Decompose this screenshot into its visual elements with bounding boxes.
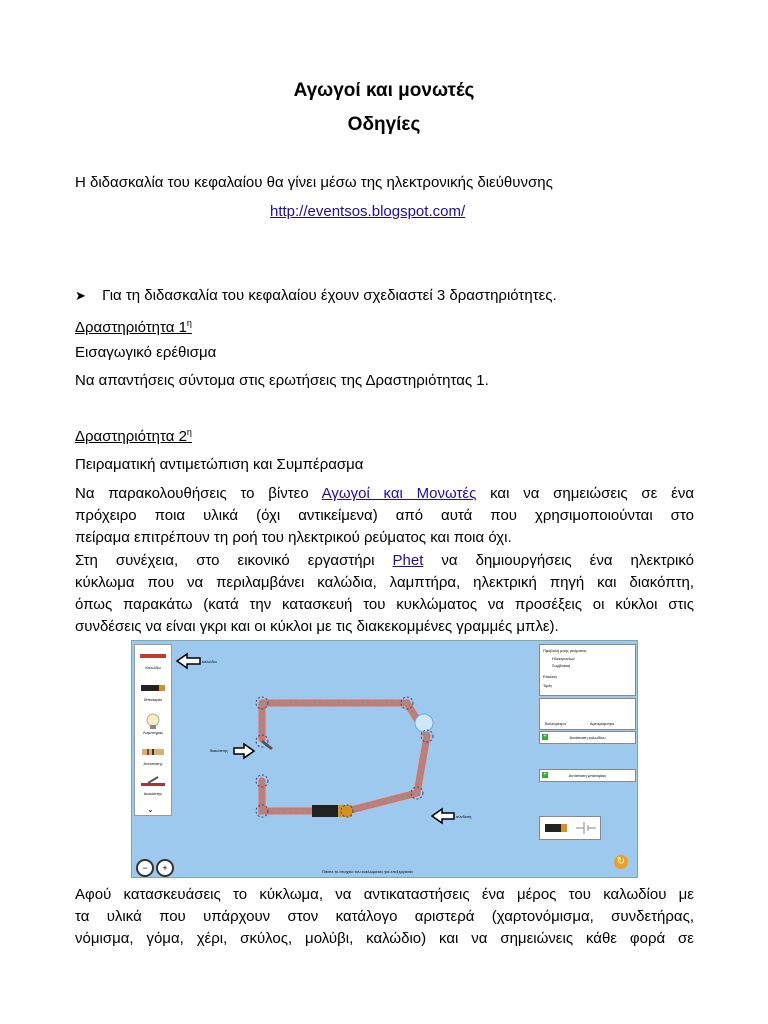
view-options-panel <box>539 644 636 696</box>
reset-icon[interactable]: ↻ <box>614 855 628 869</box>
sim-footer-hint: Πιέστε το στοιχείο του κυκλώματος για επεξεργασία <box>322 869 413 874</box>
activity2-paragraph-2 <box>75 550 694 638</box>
p2-line-1-a: Στη συνέχεια, στο εικονικό εργαστήρι <box>75 552 375 569</box>
p1-line-3: πείραμα επιτρέπουν τη ροή του ηλεκτρικού ρεύματος και ποια όχι. <box>75 529 512 546</box>
p3-line-2: τα υλικά που υπάρχουν στον κατάλογο αριστερά (χαρτονόμισμα, συνδετήρας, <box>75 908 694 925</box>
ammeter-tool[interactable]: Αμπερόμετρο <box>590 721 615 726</box>
battery-schematic-icon <box>540 817 600 839</box>
p2-line-1 <box>75 550 694 572</box>
option-conventional[interactable]: Συμβατική <box>552 663 571 668</box>
p2-line-3: όπως παρακάτω (κατά την κατασκευή του κυκλώματος να προσέξεις οι κύκλοι στις <box>75 596 694 613</box>
phet-link[interactable]: Phet <box>392 552 424 569</box>
option-show-current[interactable]: Προβολή ροής ρεύματος <box>543 648 587 653</box>
activity1-sup: η <box>186 318 192 328</box>
battery-cap <box>338 805 352 817</box>
palette-battery-label: Μπαταρία <box>144 697 162 702</box>
battery-resistance-label: Αντίσταση μπαταρίας <box>568 773 607 778</box>
p1-line-1 <box>75 483 694 505</box>
activity2-subheading: Πειραματική αντιμετώπιση και Συμπέρασμα <box>75 456 364 473</box>
p2-line-4: συνδέσεις να είναι γκρι και οι κύκλοι με τις διακεκομμένες γραμμές μπλε). <box>75 618 559 635</box>
arrow-bullet-icon: ➤ <box>75 288 86 303</box>
p2-line-2: κύκλωμα που να περιλαμβάνει καλώδια, λαμπτήρα, ηλεκτρική πηγή και διακόπτη, <box>75 574 694 591</box>
scroll-down-icon[interactable]: ⌄ <box>147 805 154 814</box>
activity2-sup: η <box>186 427 192 437</box>
wire-resistance-button[interactable] <box>539 731 636 744</box>
plus-icon: + <box>543 772 547 778</box>
option-values[interactable]: Τιμές <box>543 683 553 688</box>
palette-bulb-label: Λαμπτήρας <box>142 730 164 735</box>
callout-switch-label: διακόπτης <box>210 748 229 753</box>
activity2-paragraph-3 <box>75 884 694 950</box>
battery-body <box>312 805 338 817</box>
palette-wire-label: Καλώδιο <box>145 665 161 670</box>
battery-resistance-button[interactable] <box>539 769 636 782</box>
phet-simulator-image <box>131 640 638 878</box>
bullet-item <box>75 287 557 304</box>
plus-icon: + <box>543 734 547 740</box>
palette-switch-label: Διακόπτης <box>143 791 163 796</box>
p3-line-1: Αφού κατασκευάσεις το κύκλωμα, να αντικαταστήσεις ένα μέρος του καλωδίου με <box>75 886 694 903</box>
activity2-paragraph-1 <box>75 483 694 549</box>
switch-lever <box>262 741 272 749</box>
blog-link[interactable]: http://eventsos.blogspot.com/ <box>270 203 466 220</box>
zoom-out-icon[interactable]: − <box>136 859 154 877</box>
circuit-wires <box>262 703 427 811</box>
activity2-heading <box>75 427 192 445</box>
video-link[interactable]: Αγωγοί και Μονωτές <box>321 485 477 502</box>
p1-line-1-b: και να σημειώσεις σε ένα <box>490 485 694 502</box>
p1-line-2: πρόχειρο ποια υλικά (όχι αντικείμενα) από αυτά που χρησιμοποιούνται στο <box>75 507 694 524</box>
option-electrons[interactable]: Ηλεκτρονίων <box>552 656 575 661</box>
voltmeter-tool[interactable]: Βολτόμετρο <box>545 721 566 726</box>
tools-panel <box>539 698 636 730</box>
activity1-text: Να απαντήσεις σύντομα στις ερωτήσεις της Δραστηριότητας 1. <box>75 372 489 389</box>
activity1-heading-text: Δραστηριότητα 1 <box>75 319 187 336</box>
intro-text: Η διδασκαλία του κεφαλαίου θα γίνει μέσω της ηλεκτρονικής διεύθυνσης <box>75 174 553 191</box>
p1-line-1-a: Να παρακολουθήσεις το βίντεο <box>75 485 309 502</box>
p2-line-1-b: να δημιουργήσεις ένα ηλεκτρικό <box>441 552 695 569</box>
component-view-toggle[interactable] <box>539 816 601 840</box>
wire-resistance-label: Αντίσταση καλωδίου <box>569 735 606 740</box>
bulb <box>415 714 433 732</box>
activity2-heading-text: Δραστηριότητα 2 <box>75 428 187 445</box>
activity1-heading <box>75 318 192 336</box>
callout-wire-label: καλώδιο <box>202 659 217 664</box>
activity1-subheading: Εισαγωγικό ερέθισμα <box>75 344 217 361</box>
option-labels[interactable]: Ετικέτες <box>543 674 558 679</box>
page-subtitle: Οδηγίες <box>347 114 421 135</box>
bullet-text: Για τη διδασκαλία του κεφαλαίου έχουν σχεδιαστεί 3 δραστηριότητες. <box>102 287 557 304</box>
palette-resistor-label: Αντιστάτης <box>143 761 163 766</box>
zoom-in-icon[interactable]: + <box>156 859 174 877</box>
page-title: Αγωγοί και μονωτές <box>293 80 475 101</box>
p3-line-3: νόμισμα, γόμα, χέρι, σκύλος, μολύβι, καλώδιο) και να σημειώνεις κάθε φορά σε <box>75 930 694 947</box>
callout-junction-label: σύνδεση <box>456 814 472 819</box>
